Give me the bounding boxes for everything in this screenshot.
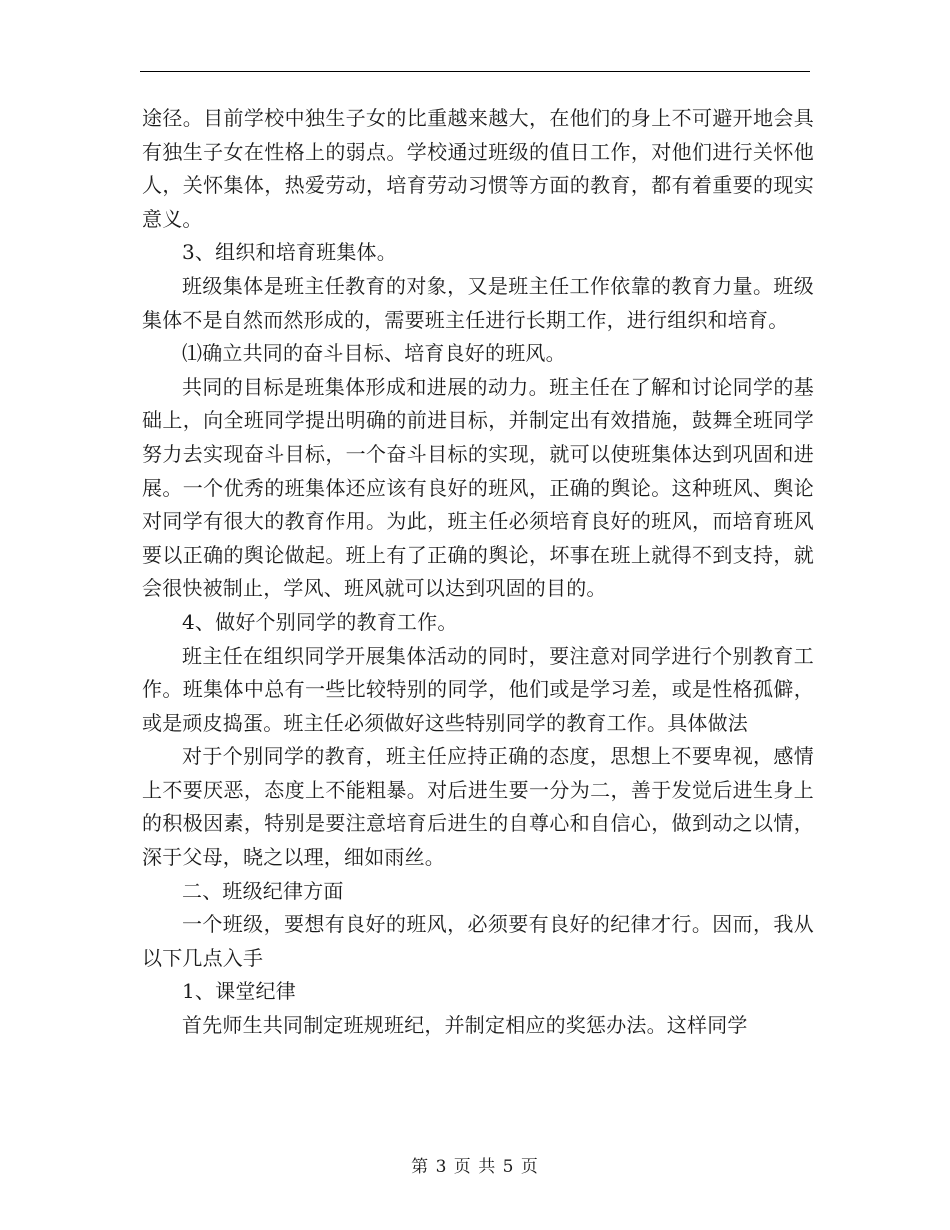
- section-heading: 1、课堂纪律: [182, 979, 296, 1004]
- paragraph: 途径。目前学校中独生子女的比重越来越大，在他们的身上不可避开地会具有独生子女在性格上的弱点。学校通过班级的值日工作，对他们进行关怀他人，关怀集体，热爱劳动，培育劳动习惯等方面的教育，都有着重要的现实意义。: [142, 106, 814, 231]
- section-heading: 3、组织和培育班集体。: [182, 240, 397, 265]
- chapter-heading: 二、班级纪律方面: [182, 878, 344, 903]
- paragraph: 共同的目标是班集体形成和进展的动力。班主任在了解和讨论同学的基础上，向全班同学提出明确的前进目标，并制定出有效措施，鼓舞全班同学努力去实现奋斗目标，一个奋斗目标的实现，就可以使班集体达到巩固和进展。一个优秀的班集体还应该有良好的班风，正确的舆论。这种班风、舆论对同学有很大的教育作用。为此，班主任必须培育良好的班风，而培育班风要以正确的舆论做起。班上有了正确的舆论，坏事在班上就得不到支持，就会很快被制止，学风、班风就可以达到巩固的目的。: [142, 374, 814, 601]
- subsection-heading: ⑴确立共同的奋斗目标、培育良好的班风。: [182, 341, 566, 366]
- paragraph: 对于个别同学的教育，班主任应持正确的态度，思想上不要卑视，感情上不要厌恶，态度上不能粗暴。对后进生要一分为二，善于发觉后进生身上的积极因素，特别是要注意培育后进生的自尊心和自信心，做到动之以情，深于父母，晓之以理，细如雨丝。: [142, 744, 814, 870]
- paragraph: 班主任在组织同学开展集体活动的同时，要注意对同学进行个别教育工作。班集体中总有一些比较特别的同学，他们或是学习差，或是性格孤僻，或是顽皮捣蛋。班主任必须做好这些特别同学的教育工作。具体做法: [142, 643, 814, 735]
- paragraph: 首先师生共同制定班规班纪，并制定相应的奖惩办法。这样同学: [182, 1013, 748, 1038]
- paragraph: 一个班级，要想有良好的班风，必须要有良好的纪律才行。因而，我从以下几点入手: [142, 912, 814, 970]
- paragraph: 班级集体是班主任教育的对象，又是班主任工作依靠的教育力量。班级集体不是自然而然形成的，需要班主任进行长期工作，进行组织和培育。: [142, 273, 814, 332]
- page-number-footer: 第 3 页 共 5 页: [411, 1157, 539, 1177]
- section-heading: 4、做好个别同学的教育工作。: [182, 609, 458, 634]
- document-body: [142, 102, 814, 1043]
- header-rule: [140, 71, 810, 72]
